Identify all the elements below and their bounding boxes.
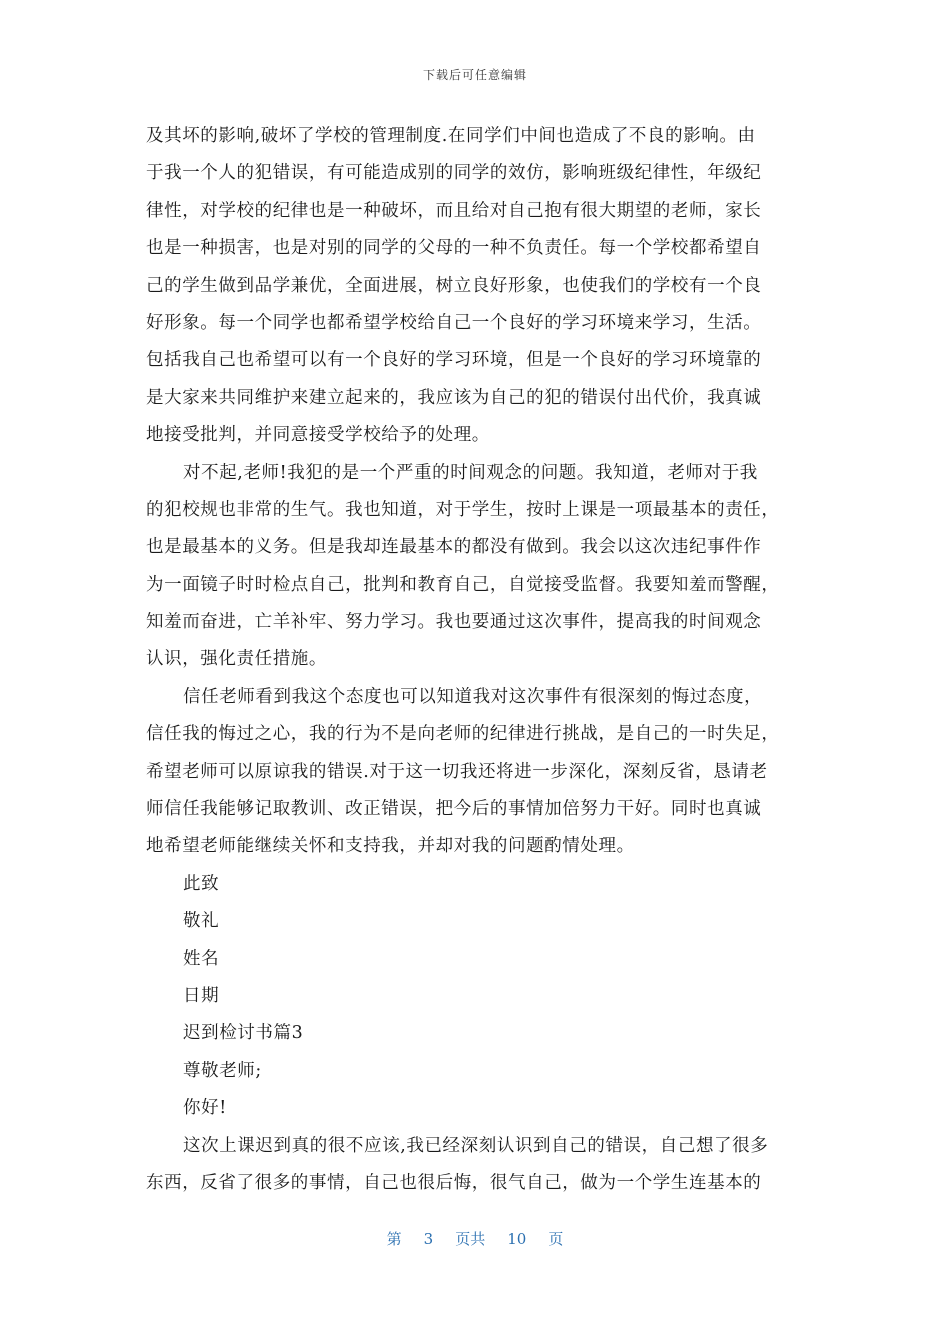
signature-name: 姓名 <box>183 948 220 969</box>
body-line-3: 律性，对学校的纪律也是一种破坏，而且给对自己抱有很大期望的老师，家长 <box>146 200 762 221</box>
body-line-1: 及其坏的影响,破坏了学校的管理制度.在同学们中间也造成了不良的影响。由 <box>146 126 756 146</box>
document-body <box>146 118 806 1202</box>
body-line-2: 于我一个人的犯错误，有可能造成别的同学的效仿，影响班级纪律性，年级纪 <box>146 163 762 184</box>
footer-page-end-label: 页 <box>548 1230 564 1248</box>
greeting-addressee: 尊敬老师; <box>183 1060 262 1081</box>
body-line-19: 师信任我能够记取教训、改正错误，把今后的事情加倍努力干好。同时也真诚 <box>146 799 762 820</box>
body-line-8: 是大家来共同维护来建立起来的，我应该为自己的犯的错误付出代价，我真诚 <box>146 387 762 408</box>
footer-of-label: 页共 <box>455 1230 486 1248</box>
body-line-28: 这次上课迟到真的很不应该,我已经深刻认识到自己的错误，自己想了很多 <box>183 1135 769 1156</box>
closing-salutation: 此致 <box>183 873 220 894</box>
body-line-17: 信任我的悔过之心，我的行为不是向老师的纪律进行挑战，是自己的一时失足， <box>146 724 780 745</box>
body-line-16: 信任老师看到我这个态度也可以知道我对这次事件有很深刻的悔过态度， <box>183 686 763 707</box>
page-footer <box>0 1228 950 1249</box>
body-line-13: 为一面镜子时时检点自己，批判和教育自己，自觉接受监督。我要知羞而警醒， <box>146 574 780 595</box>
page-header: 下载后可任意编辑 <box>422 68 527 82</box>
body-line-7: 包括我自己也希望可以有一个良好的学习环境，但是一个良好的学习环境靠的 <box>146 350 762 371</box>
body-line-6: 好形象。每一个同学也都希望学校给自己一个良好的学习环境来学习，生活。 <box>146 312 762 333</box>
greeting-hello: 你好! <box>183 1098 227 1119</box>
footer-page-label: 第 <box>386 1230 402 1248</box>
body-line-18: 希望老师可以原谅我的错误.对于这一切我还将进一步深化，深刻反省，恳请老 <box>146 761 768 782</box>
footer-current-page: 3 <box>423 1230 434 1248</box>
body-line-15: 认识，强化责任措施。 <box>146 649 327 670</box>
body-line-29: 东西，反省了很多的事情，自己也很后悔，很气自己，做为一个学生连基本的 <box>146 1172 762 1193</box>
body-line-11: 的犯校规也非常的生气。我也知道，对于学生，按时上课是一项最基本的责任， <box>146 499 780 520</box>
body-line-10: 对不起,老师!我犯的是一个严重的时间观念的问题。我知道，老师对于我 <box>183 462 758 483</box>
body-line-20: 地希望老师能继续关怀和支持我，并却对我的问题酌情处理。 <box>146 836 635 857</box>
body-line-14: 知羞而奋进，亡羊补牢、努力学习。我也要通过这次事件，提高我的时间观念 <box>146 612 762 633</box>
closing-regards: 敬礼 <box>183 911 220 932</box>
footer-total-pages: 10 <box>507 1230 527 1248</box>
signature-date: 日期 <box>183 985 220 1006</box>
body-line-4: 也是一种损害，也是对别的同学的父母的一种不负责任。每一个学校都希望自 <box>146 238 762 259</box>
section-title: 迟到检讨书篇3 <box>183 1023 304 1044</box>
body-line-5: 己的学生做到品学兼优，全面进展，树立良好形象，也使我们的学校有一个良 <box>146 275 762 296</box>
body-line-9: 地接受批判，并同意接受学校给予的处理。 <box>146 425 490 446</box>
body-line-12: 也是最基本的义务。但是我却连最基本的都没有做到。我会以这次违纪事件作 <box>146 537 762 558</box>
